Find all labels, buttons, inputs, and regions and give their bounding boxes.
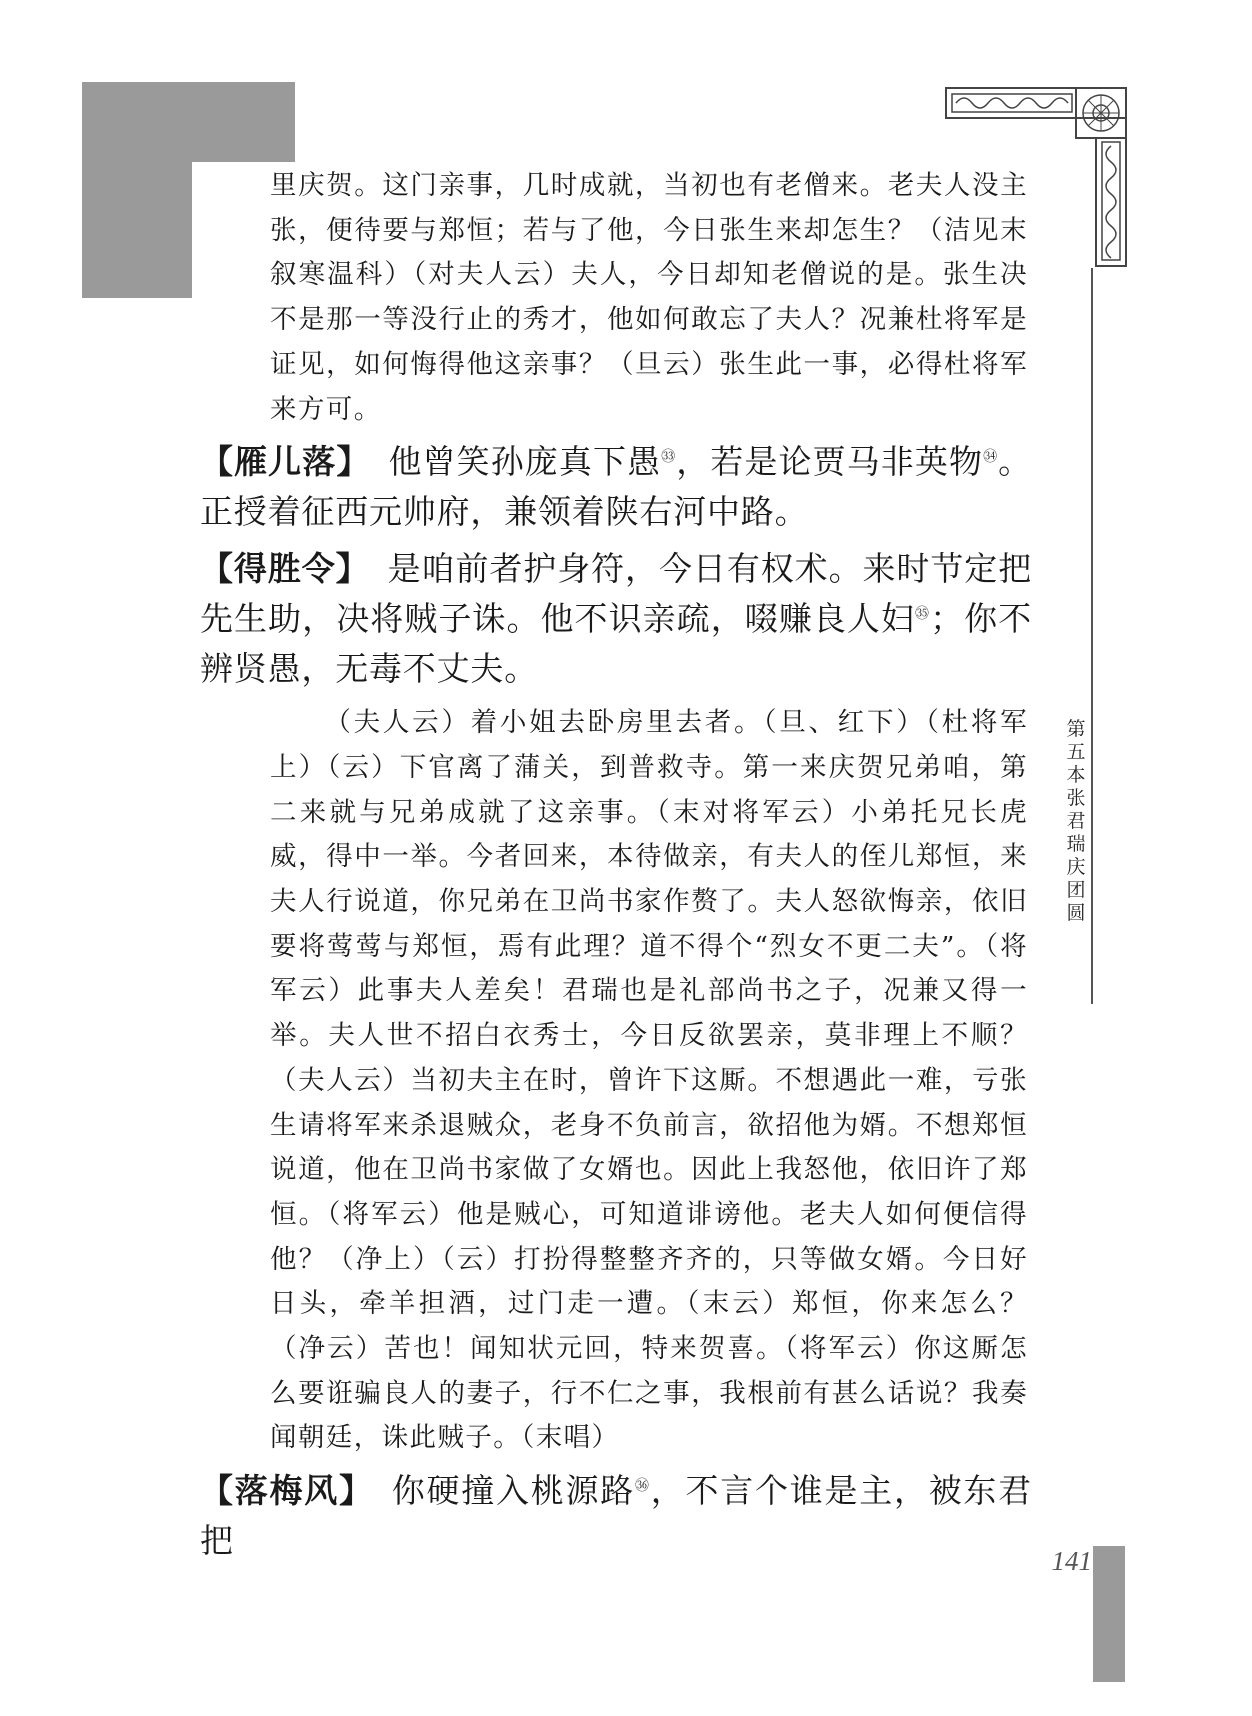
verse-deshengling (200, 544, 1032, 694)
verse-text: ，不言个谁是主，被东君把 (200, 1471, 1032, 1561)
verse-text: ；你不辨贤愚，无毒不丈夫。 (200, 599, 1032, 689)
footnote-ref[interactable]: ㉝ (661, 449, 677, 466)
decorative-gray-block-left (82, 82, 192, 298)
dialogue-paragraph-2: （夫人云）着小姐去卧房里去者。（旦、红下）（杜将军上）（云）下官离了蒲关，到普救寺。第一来庆贺兄弟咱，第二来就与兄弟成就了这亲事。（末对将军云）小弟托兄长虎威，得中一举。今者回来，本待做亲，有夫人的侄儿郑恒，来夫人行说道，你兄弟在卫尚书家作赘了。夫人怒欲悔亲，依旧要将莺莺与郑恒，焉有此理？道不得个“烈女不更二夫”。（将军云）此事夫人差矣！君瑞也是礼部尚书之子，况兼又得一举。夫人世不招白衣秀士，今日反欲罢亲，莫非理上不顺？（夫人云）当初夫主在时，曾许下这厮。不想遇此一难，亏张生请将军来杀退贼众，老身不负前言，欲招他为婿。不想郑恒说道，他在卫尚书家做了女婿也。因此上我怒他，依旧许了郑恒。（将军云）他是贼心，可知道诽谤他。老夫人如何便信得他？（净上）（云）打扮得整整齐齐的，只等做女婿。今日好日头，牵羊担酒，过门走一遭。（末云）郑恒，你来怎么？（净云）苦也！闻知状元回，特来贺喜。（将军云）你这厮怎么要诳骗良人的妻子，行不仁之事，我根前有甚么话说？我奏闻朝廷，诛此贼子。（末唱） (270, 707, 1028, 1454)
decorative-gray-block-bottom (1093, 1546, 1125, 1682)
footnote-ref[interactable]: ㉟ (915, 606, 931, 623)
verse-text: 你硬撞入桃源路 (391, 1471, 635, 1511)
tune-title: 【得胜令】 (200, 549, 370, 589)
dialogue-paragraph-1: 里庆贺。这门亲事，几时成就，当初也有老僧来。老夫人没主张，便待要与郑恒；若与了他，今日张生来却怎生？（洁见末叙寒温科）（对夫人云）夫人，今日却知老僧说的是。张生决不是那一等没行止的秀才，他如何敢忘了夫人？况兼杜将军是证见，如何悔得他这亲事？（旦云）张生此一事，必得杜将军来方可。 (270, 170, 1028, 425)
verse-text: 他曾笑孙庞真下愚 (388, 442, 662, 482)
verse-yanerluo (200, 437, 1032, 537)
margin-rule (1091, 268, 1093, 1004)
footnote-ref[interactable]: ㊱ (634, 1478, 651, 1495)
verse-text: 是咱前者护身符，今日有权术。来时节定把先生助，决将贼子诛。他不识亲疏，啜赚良人妇 (200, 549, 1032, 639)
tune-title: 【雁儿落】 (200, 442, 371, 482)
verse-text: 。正授着征西元帅府，兼领着陕右河中路。 (200, 442, 1032, 532)
running-header-vertical (1065, 718, 1087, 925)
running-header-text: 第五本 张君瑞庆团圆 (1066, 718, 1086, 924)
tune-title: 【落梅风】 (200, 1471, 374, 1511)
page-number: 141 (1051, 1546, 1092, 1576)
verse-text: ，若是论贾马非英物 (676, 442, 984, 482)
verse-luomeifeng (200, 1466, 1032, 1566)
footnote-ref[interactable]: ㉞ (983, 449, 999, 466)
page-body (200, 164, 1030, 1573)
